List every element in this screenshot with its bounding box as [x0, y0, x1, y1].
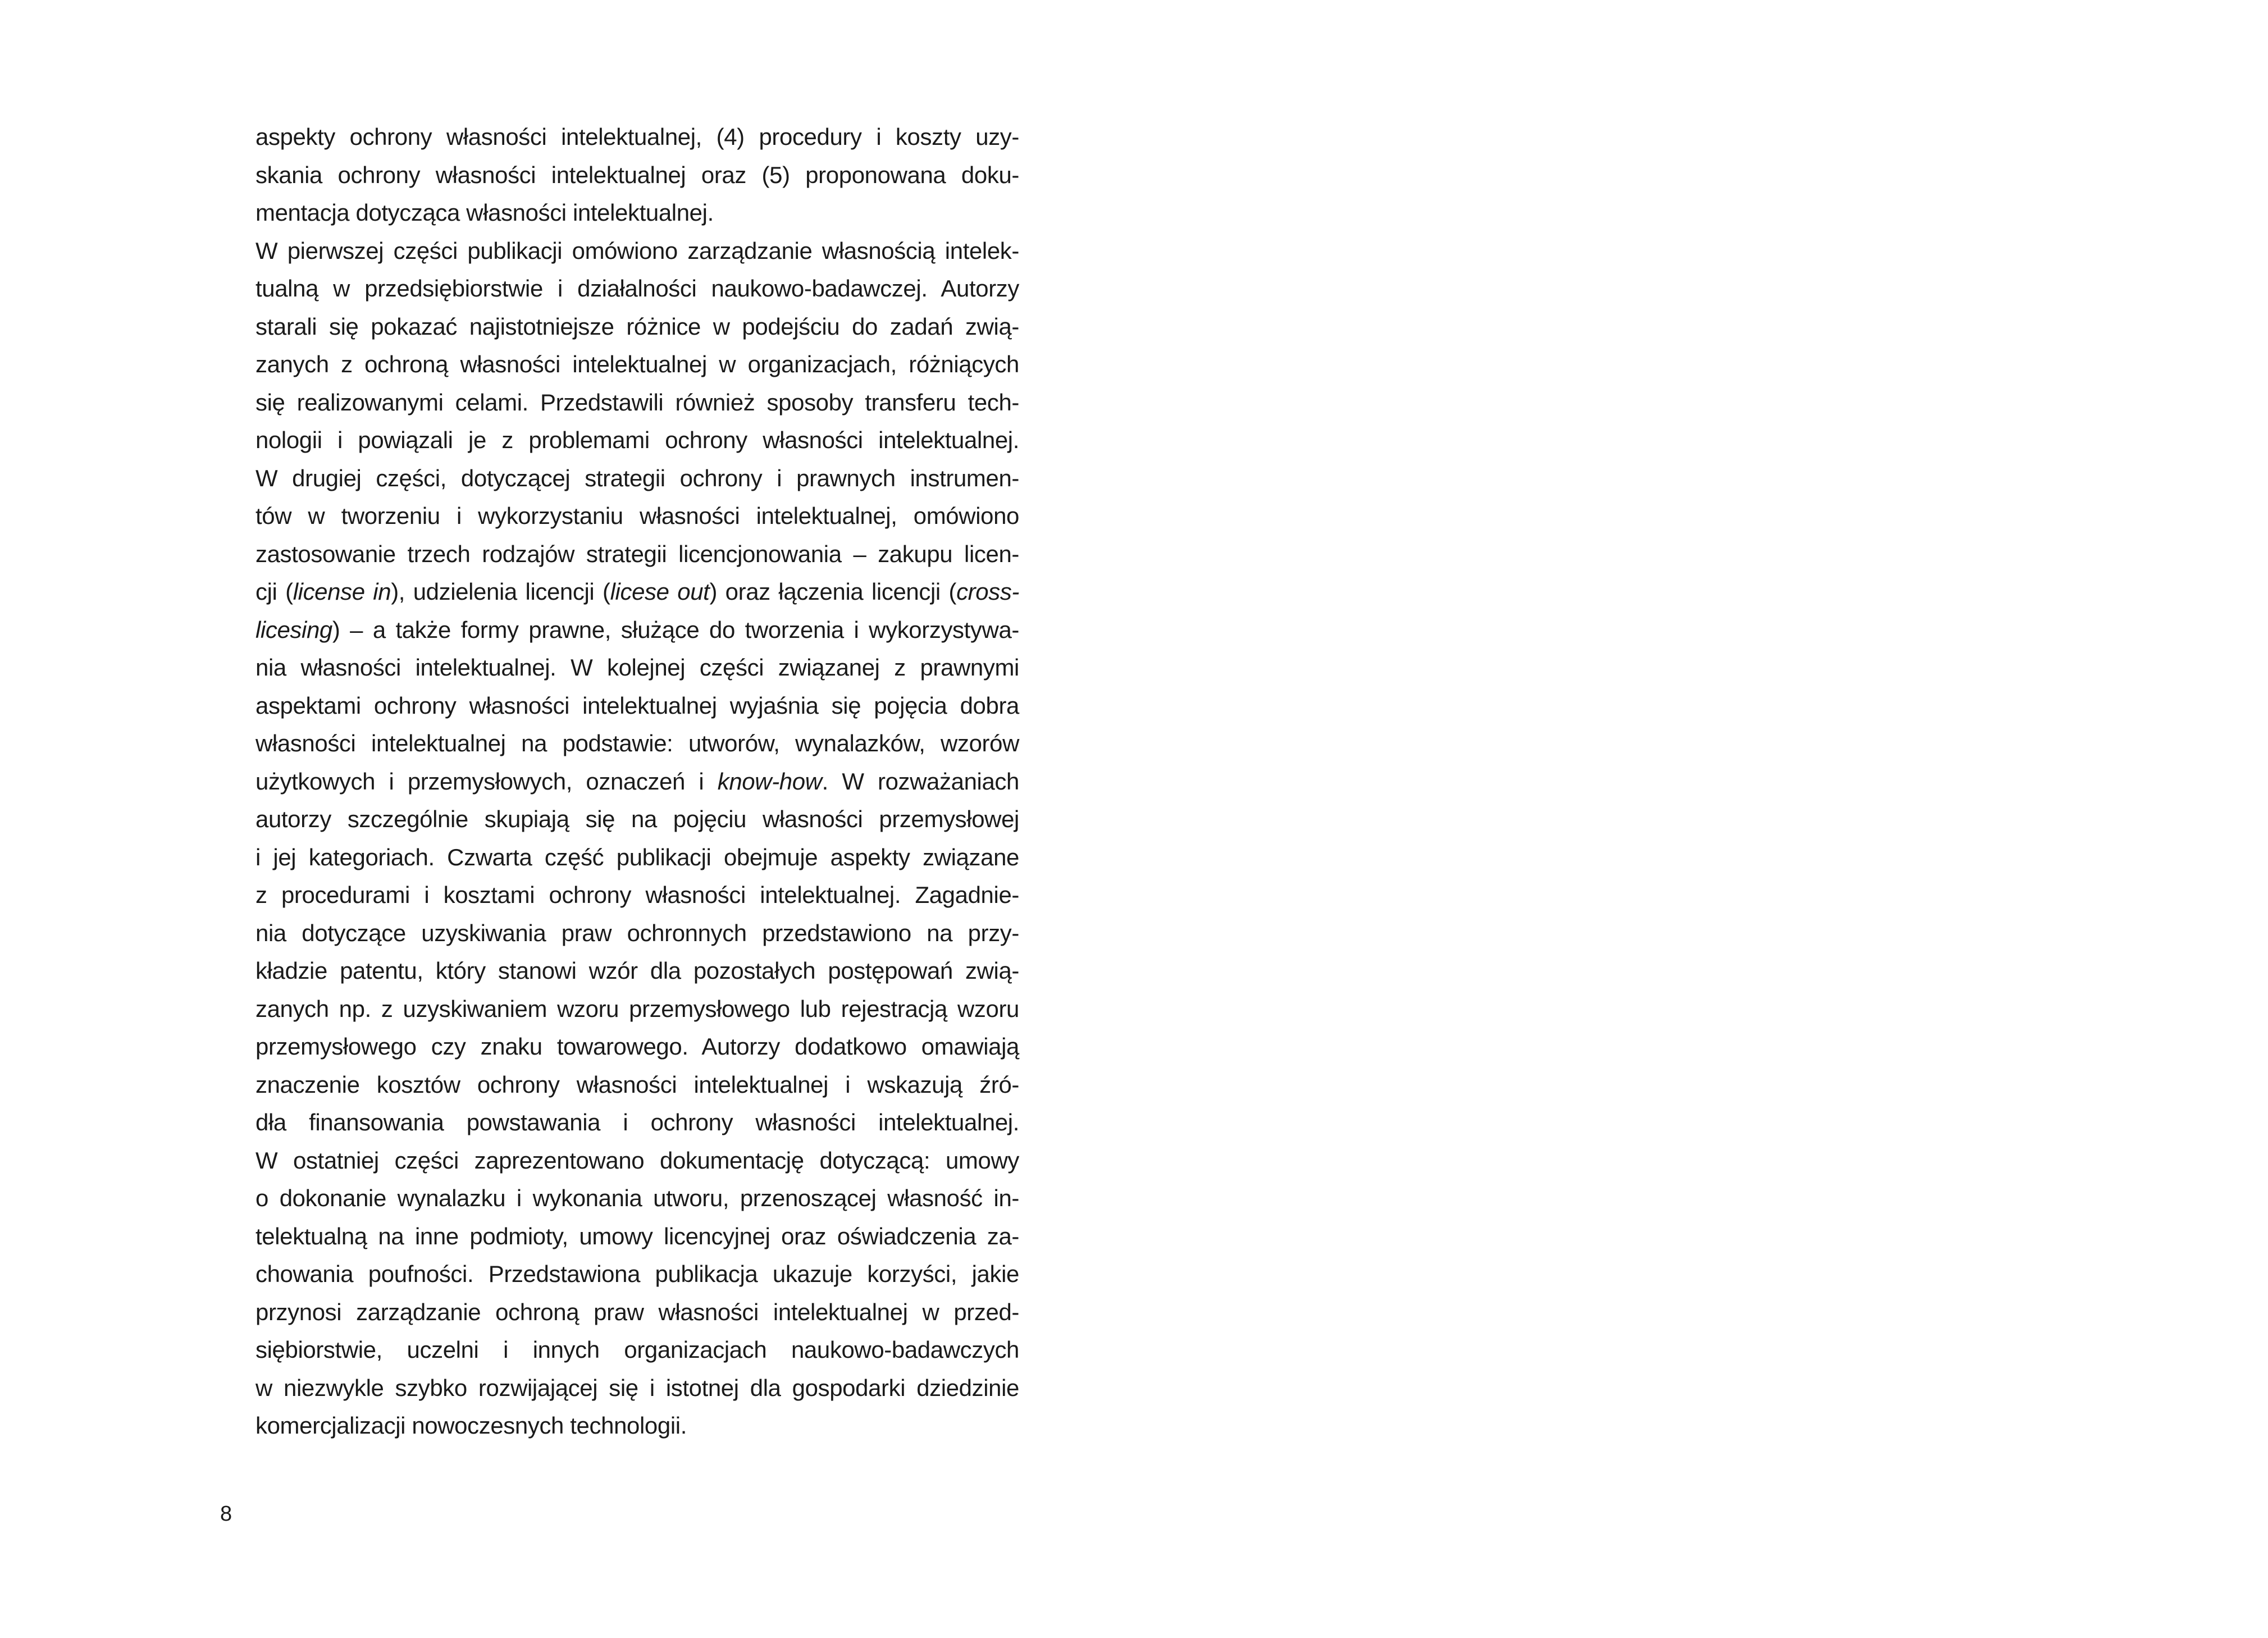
text-segment: cji ( [255, 578, 293, 605]
text-segment: zastosowanie trzech rodzajów strategii licencjonowania – zakupu licen- [255, 540, 1019, 567]
italic-text-segment: know-how [717, 768, 822, 795]
text-line [255, 800, 1019, 838]
text-line [255, 535, 1019, 573]
text-line [255, 384, 1019, 422]
text-segment: ), udzielenia licencji ( [391, 578, 610, 605]
text-line [255, 1028, 1019, 1066]
text-segment: w niezwykle szybko rozwijającej się i istotnej dla gospodarki dziedzinie [255, 1374, 1019, 1401]
text-line [255, 1066, 1019, 1104]
text-line [255, 194, 1019, 232]
text-segment: aspektami ochrony własności intelektualnej wyjaśnia się pojęcia dobra [255, 692, 1019, 719]
text-segment: skania ochrony własności intelektualnej oraz (5) proponowana doku- [255, 161, 1019, 188]
text-line [255, 914, 1019, 952]
text-line [255, 952, 1019, 990]
text-segment: ) – a także formy prawne, służące do tworzenia i wykorzystywa- [332, 616, 1019, 643]
text-segment: dła finansowania powstawania i ochrony własności intelektualnej. [255, 1109, 1019, 1135]
text-segment: tów w tworzeniu i wykorzystaniu własności intelektualnej, omówiono [255, 503, 1019, 529]
text-segment: aspekty ochrony własności intelektualnej, (4) procedury i koszty uzy- [255, 124, 1019, 150]
text-segment: chowania poufności. Przedstawiona publikacja ukazuje korzyści, jakie [255, 1261, 1019, 1287]
text-segment: z procedurami i kosztami ochrony własności intelektualnej. Zagadnie- [255, 882, 1019, 908]
text-segment: przynosi zarządzanie ochroną praw własności intelektualnej w przed- [255, 1298, 1019, 1325]
text-line [255, 1103, 1019, 1142]
text-segment: o dokonanie wynalazku i wykonania utworu, przenoszącej własność in- [255, 1185, 1019, 1211]
text-line [255, 118, 1019, 156]
text-line [255, 497, 1019, 535]
text-segment: . W rozważaniach [822, 768, 1019, 795]
text-line [255, 687, 1019, 725]
text-segment: W drugiej części, dotyczącej strategii ochrony i prawnych instrumen- [255, 464, 1019, 491]
text-segment: siębiorstwie, uczelni i innych organizacjach naukowo-badawczych [255, 1336, 1019, 1363]
text-line [255, 876, 1019, 914]
page-number: 8 [220, 1502, 232, 1526]
italic-text-segment: license in [293, 578, 391, 605]
text-segment: i jej kategoriach. Czwarta część publikacji obejmuje aspekty związane [255, 843, 1019, 870]
text-line [255, 1369, 1019, 1407]
text-segment: komercjalizacji nowoczesnych technologii. [255, 1412, 687, 1439]
text-line [255, 838, 1019, 877]
text-line [255, 611, 1019, 649]
text-segment: znaczenie kosztów ochrony własności intelektualnej i wskazują źró- [255, 1071, 1019, 1098]
text-line [255, 232, 1019, 270]
text-segment: starali się pokazać najistotniejsze różnice w podejściu do zadań zwią- [255, 313, 1019, 340]
text-segment: telektualną na inne podmioty, umowy licencyjnej oraz oświadczenia za- [255, 1222, 1019, 1249]
text-segment: ) oraz łączenia licencji ( [709, 578, 957, 605]
text-line [255, 270, 1019, 308]
text-line [255, 1142, 1019, 1180]
text-line [255, 1255, 1019, 1293]
italic-text-segment: licesing [255, 616, 332, 643]
text-line [255, 990, 1019, 1028]
italic-text-segment: licese out [610, 578, 710, 605]
text-segment: użytkowych i przemysłowych, oznaczeń i [255, 768, 718, 795]
text-line [255, 1293, 1019, 1331]
text-line [255, 459, 1019, 498]
text-segment: zanych z ochroną własności intelektualnej w organizacjach, różniących [255, 351, 1019, 377]
text-segment: autorzy szczególnie skupiają się na pojęciu własności przemysłowej [255, 806, 1019, 832]
text-segment: się realizowanymi celami. Przedstawili również sposoby transferu tech- [255, 389, 1019, 416]
text-segment: nologii i powiązali je z problemami ochrony własności intelektualnej. [255, 427, 1019, 453]
text-line [255, 649, 1019, 687]
text-line [255, 1179, 1019, 1217]
text-segment: własności intelektualnej na podstawie: utworów, wynalazków, wzorów [255, 730, 1019, 756]
text-segment: zanych np. z uzyskiwaniem wzoru przemysłowego lub rejestracją wzoru [255, 995, 1019, 1022]
text-segment: nia dotyczące uzyskiwania praw ochronnych przedstawiono na przy- [255, 919, 1019, 946]
text-segment: mentacja dotycząca własności intelektualnej. [255, 199, 714, 226]
text-line [255, 156, 1019, 194]
text-segment: W pierwszej części publikacji omówiono zarządzanie własnością intelek- [255, 237, 1019, 264]
italic-text-segment: cross- [956, 578, 1020, 605]
text-line [255, 345, 1019, 384]
text-line [255, 308, 1019, 346]
text-line [255, 1407, 1019, 1445]
text-line [255, 573, 1019, 611]
text-segment: W ostatniej części zaprezentowano dokumentację dotyczącą: umowy [255, 1147, 1019, 1174]
text-line [255, 763, 1019, 801]
text-segment: nia własności intelektualnej. W kolejnej części związanej z prawnymi [255, 654, 1019, 681]
text-line [255, 1217, 1019, 1256]
text-segment: tualną w przedsiębiorstwie i działalności naukowo-badawczej. Autorzy [255, 275, 1019, 302]
text-segment: kładzie patentu, który stanowi wzór dla pozostałych postępowań zwią- [255, 957, 1019, 984]
text-segment: przemysłowego czy znaku towarowego. Autorzy dodatkowo omawiają [255, 1033, 1019, 1060]
body-text [255, 118, 1019, 1445]
text-line [255, 724, 1019, 763]
text-line [255, 421, 1019, 459]
text-line [255, 1331, 1019, 1369]
